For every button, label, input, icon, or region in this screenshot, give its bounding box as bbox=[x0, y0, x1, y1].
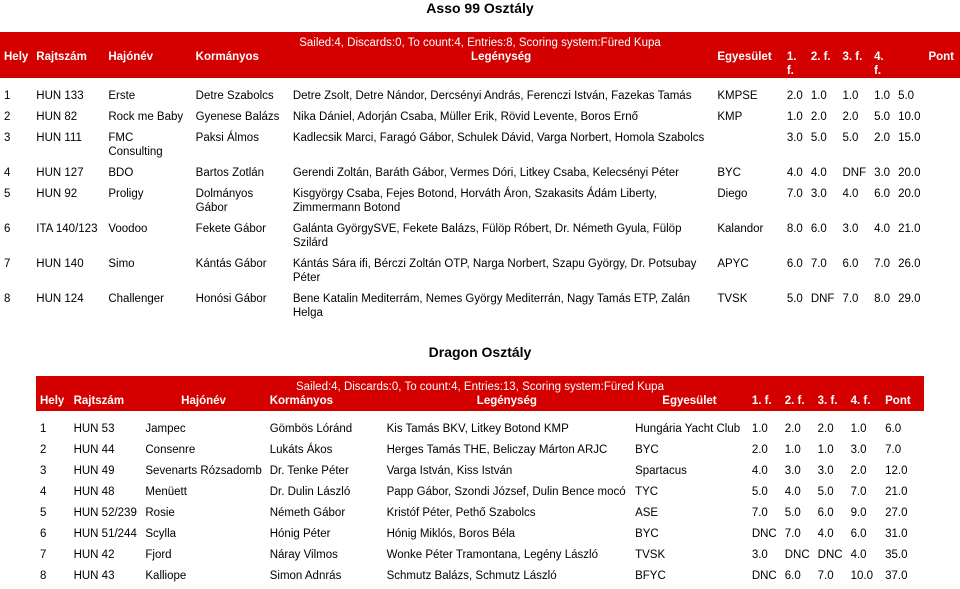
race3-cell: 5.0 bbox=[842, 132, 859, 144]
race1-cell: 6.0 bbox=[786, 258, 803, 270]
place-cell: 8 bbox=[40, 570, 47, 582]
points-cell: 27.0 bbox=[885, 507, 908, 519]
table-row bbox=[0, 220, 960, 255]
club-cell: BYC bbox=[635, 528, 659, 540]
race4-cell: 7.0 bbox=[850, 486, 867, 498]
points-cell: 21.0 bbox=[898, 223, 921, 235]
place-cell: 1 bbox=[4, 90, 11, 102]
boat-name-cell: Proligy bbox=[108, 188, 144, 200]
race3-cell: 4.0 bbox=[842, 188, 859, 200]
race3-cell: DNC bbox=[817, 549, 843, 561]
race2-cell: 3.0 bbox=[784, 465, 801, 477]
sail-number-cell: HUN 92 bbox=[36, 188, 78, 200]
helmsman-cell: Honósi Gábor bbox=[195, 293, 267, 305]
race3-cell: 1.0 bbox=[842, 90, 859, 102]
results-body bbox=[36, 420, 924, 588]
boat-name-cell: Erste bbox=[108, 90, 136, 102]
crew-cell: Kadlecsik Marci, Faragó Gábor, Schulek Dávid, Varga Norbert, Homola Szabolcs bbox=[292, 132, 705, 144]
col-header-race3: 3. f. bbox=[814, 394, 847, 411]
club-cell: BYC bbox=[717, 167, 741, 179]
race1-cell: 3.0 bbox=[786, 132, 803, 144]
race1-cell: 3.0 bbox=[751, 549, 768, 561]
race2-cell: 7.0 bbox=[810, 258, 827, 270]
helmsman-cell: Simon Adnrás bbox=[269, 570, 342, 582]
race1-cell: 5.0 bbox=[786, 293, 803, 305]
results-body bbox=[0, 87, 960, 325]
col-header-hajonev: Hajónév bbox=[104, 50, 191, 78]
place-cell: 3 bbox=[40, 465, 47, 477]
boat-name-cell: Rosie bbox=[145, 507, 175, 519]
race3-cell: 2.0 bbox=[842, 111, 859, 123]
col-header-egyesulet: Egyesület bbox=[631, 394, 748, 411]
sail-number-cell: HUN 133 bbox=[36, 90, 84, 102]
crew-cell: Herges Tamás THE, Beliczay Márton ARJC bbox=[386, 444, 608, 456]
crew-cell: Kristóf Péter, Pethő Szabolcs bbox=[386, 507, 536, 519]
table-row bbox=[0, 108, 960, 129]
helmsman-cell: Bartos Zotlán bbox=[195, 167, 265, 179]
race1-cell: 7.0 bbox=[751, 507, 768, 519]
sail-number-cell: HUN 52/239 bbox=[73, 507, 137, 519]
sail-number-cell: HUN 124 bbox=[36, 293, 84, 305]
col-header-hely: Hely bbox=[0, 50, 32, 78]
club-cell: Hungária Yacht Club bbox=[635, 423, 741, 435]
club-cell: KMP bbox=[717, 111, 743, 123]
crew-cell: Galánta GyörgySVE, Fekete Balázs, Fülöp Róbert, Dr. Németh Gyula, Fülöp Szilárd bbox=[292, 223, 682, 249]
club-cell: KMPSE bbox=[717, 90, 758, 102]
race2-cell: 7.0 bbox=[784, 528, 801, 540]
race2-cell: 6.0 bbox=[784, 570, 801, 582]
race2-cell: 1.0 bbox=[810, 90, 827, 102]
boat-name-cell: Kalliope bbox=[145, 570, 187, 582]
club-cell: TYC bbox=[635, 486, 659, 498]
place-cell: 4 bbox=[40, 486, 47, 498]
crew-cell: Wonke Péter Tramontana, Legény László bbox=[386, 549, 598, 561]
race1-cell: 7.0 bbox=[786, 188, 803, 200]
race1-cell: 1.0 bbox=[751, 423, 768, 435]
table-row bbox=[36, 483, 924, 504]
sail-number-cell: HUN 48 bbox=[73, 486, 115, 498]
race3-cell: 4.0 bbox=[817, 528, 834, 540]
place-cell: 6 bbox=[40, 528, 47, 540]
crew-cell: Gerendi Zoltán, Baráth Gábor, Vermes Dóri, Litkey Csaba, Kelecsényi Péter bbox=[292, 167, 679, 179]
race4-cell: 5.0 bbox=[874, 111, 891, 123]
class-title: Asso 99 Osztály bbox=[426, 0, 534, 16]
table-row bbox=[0, 87, 960, 108]
race4-cell: 3.0 bbox=[850, 444, 867, 456]
points-cell: 12.0 bbox=[885, 465, 908, 477]
race3-cell: 3.0 bbox=[817, 465, 834, 477]
race2-cell: DNF bbox=[810, 293, 835, 305]
race3-cell: 7.0 bbox=[817, 570, 834, 582]
club-cell: Kalandor bbox=[717, 223, 764, 235]
col-header-race2: 2. f. bbox=[807, 50, 839, 78]
class-title: Dragon Osztály bbox=[428, 344, 532, 360]
race3-cell: DNF bbox=[842, 167, 867, 179]
col-header-egyesulet: Egyesület bbox=[713, 50, 782, 78]
table-row bbox=[36, 567, 924, 588]
table-row bbox=[36, 525, 924, 546]
race1-cell: 4.0 bbox=[751, 465, 768, 477]
col-header-race1: 1. f. bbox=[748, 394, 781, 411]
boat-name-cell: Simo bbox=[108, 258, 135, 270]
race2-cell: 5.0 bbox=[810, 132, 827, 144]
place-cell: 2 bbox=[4, 111, 11, 123]
boat-name-cell: BDO bbox=[108, 167, 134, 179]
race2-cell: 4.0 bbox=[810, 167, 827, 179]
sail-number-cell: HUN 44 bbox=[73, 444, 115, 456]
race4-cell: 3.0 bbox=[874, 167, 891, 179]
race3-cell: 1.0 bbox=[817, 444, 834, 456]
header-row bbox=[0, 50, 960, 78]
table-row bbox=[0, 255, 960, 290]
race1-cell: DNC bbox=[751, 528, 777, 540]
sail-number-cell: HUN 49 bbox=[73, 465, 115, 477]
race3-cell: 5.0 bbox=[817, 486, 834, 498]
crew-cell: Schmutz Balázs, Schmutz László bbox=[386, 570, 557, 582]
col-header-race3: 3. f. bbox=[838, 50, 870, 78]
sail-number-cell: HUN 140 bbox=[36, 258, 84, 270]
place-cell: 3 bbox=[4, 132, 11, 144]
helmsman-cell: Németh Gábor bbox=[269, 507, 346, 519]
points-cell: 5.0 bbox=[898, 90, 915, 102]
helmsman-cell: Gyenese Balázs bbox=[195, 111, 280, 123]
place-cell: 5 bbox=[40, 507, 47, 519]
race2-cell: 1.0 bbox=[784, 444, 801, 456]
race4-cell: 2.0 bbox=[874, 132, 891, 144]
boat-name-cell: Rock me Baby bbox=[108, 111, 184, 123]
race1-cell: 2.0 bbox=[751, 444, 768, 456]
helmsman-cell: Kántás Gábor bbox=[195, 258, 267, 270]
club-cell: ASE bbox=[635, 507, 659, 519]
scoring-summary: Sailed:4, Discards:0, To count:4, Entries:8, Scoring system:Füred Kupa bbox=[0, 32, 960, 50]
race2-cell: DNC bbox=[784, 549, 810, 561]
helmsman-cell: Lukáts Ákos bbox=[269, 444, 333, 456]
points-cell: 7.0 bbox=[885, 444, 902, 456]
col-header-hely: Hely bbox=[36, 394, 70, 411]
sail-number-cell: HUN 111 bbox=[36, 132, 82, 144]
race4-cell: 1.0 bbox=[874, 90, 891, 102]
boat-name-cell: Jampec bbox=[145, 423, 186, 435]
points-cell: 37.0 bbox=[885, 570, 908, 582]
points-cell: 26.0 bbox=[898, 258, 921, 270]
col-header-hajonev: Hajónév bbox=[141, 394, 265, 411]
club-cell: TVSK bbox=[635, 549, 666, 561]
results-table-dragon bbox=[36, 376, 924, 588]
crew-cell: Detre Zsolt, Detre Nándor, Dercsényi András, Ferenczi István, Fazekas Tamás bbox=[292, 90, 692, 102]
crew-cell: Varga István, Kiss István bbox=[386, 465, 513, 477]
race4-cell: 6.0 bbox=[874, 188, 891, 200]
points-cell: 31.0 bbox=[885, 528, 908, 540]
col-header-kormanyos: Kormányos bbox=[192, 50, 289, 78]
race1-cell: 8.0 bbox=[786, 223, 803, 235]
helmsman-cell: Fekete Gábor bbox=[195, 223, 266, 235]
sail-number-cell: HUN 42 bbox=[73, 549, 115, 561]
place-cell: 7 bbox=[40, 549, 47, 561]
col-header-pont: Pont bbox=[894, 50, 960, 78]
club-cell: BFYC bbox=[635, 570, 666, 582]
col-header-legenyseg: Legénység bbox=[383, 394, 632, 411]
boat-name-cell: FMC Consulting bbox=[108, 132, 163, 158]
club-cell: APYC bbox=[717, 258, 749, 270]
race4-cell: 2.0 bbox=[850, 465, 867, 477]
boat-name-cell: Sevenarts Rózsadomb bbox=[145, 465, 262, 477]
helmsman-cell: Paksi Álmos bbox=[195, 132, 259, 144]
points-cell: 15.0 bbox=[898, 132, 921, 144]
race1-cell: 2.0 bbox=[786, 90, 803, 102]
crew-cell: Kántás Sára ifi, Bérczi Zoltán OTP, Narga Norbert, Szapu György, Dr. Potsubay Péter bbox=[292, 258, 697, 284]
crew-cell: Bene Katalin Mediterrám, Nemes György Mediterrán, Nagy Tamás ETP, Zalán Helga bbox=[292, 293, 690, 319]
table-row bbox=[0, 129, 960, 164]
club-cell: BYC bbox=[635, 444, 659, 456]
col-header-kormanyos: Kormányos bbox=[266, 394, 383, 411]
col-header-rajtszam: Rajtszám bbox=[70, 394, 142, 411]
race1-cell: 1.0 bbox=[786, 111, 803, 123]
helmsman-cell: Dr. Tenke Péter bbox=[269, 465, 349, 477]
points-cell: 20.0 bbox=[898, 188, 921, 200]
crew-cell: Nika Dániel, Adorján Csaba, Müller Erik, Rövid Levente, Boros Ernő bbox=[292, 111, 639, 123]
helmsman-cell: Hónig Péter bbox=[269, 528, 331, 540]
sail-number-cell: HUN 82 bbox=[36, 111, 78, 123]
table-row bbox=[0, 290, 960, 325]
helmsman-cell: Dr. Dulin László bbox=[269, 486, 351, 498]
race2-cell: 3.0 bbox=[810, 188, 827, 200]
scoring-summary: Sailed:4, Discards:0, To count:4, Entries:13, Scoring system:Füred Kupa bbox=[36, 376, 924, 394]
crew-cell: Kis Tamás BKV, Litkey Botond KMP bbox=[386, 423, 569, 435]
points-cell: 29.0 bbox=[898, 293, 921, 305]
crew-cell: Papp Gábor, Szondi József, Dulin Bence mocó bbox=[386, 486, 626, 498]
race3-cell: 3.0 bbox=[842, 223, 859, 235]
race4-cell: 4.0 bbox=[874, 223, 891, 235]
race4-cell: 6.0 bbox=[850, 528, 867, 540]
points-cell: 10.0 bbox=[898, 111, 921, 123]
place-cell: 4 bbox=[4, 167, 11, 179]
header-row bbox=[36, 394, 924, 411]
place-cell: 2 bbox=[40, 444, 47, 456]
club-cell: TVSK bbox=[717, 293, 748, 305]
race3-cell: 7.0 bbox=[842, 293, 859, 305]
sail-number-cell: HUN 51/244 bbox=[73, 528, 137, 540]
col-header-race1: 1. f. bbox=[783, 50, 807, 78]
place-cell: 7 bbox=[4, 258, 11, 270]
col-header-legenyseg: Legénység bbox=[289, 50, 713, 78]
race4-cell: 10.0 bbox=[850, 570, 873, 582]
table-row bbox=[36, 420, 924, 441]
points-cell: 20.0 bbox=[898, 167, 921, 179]
race2-cell: 6.0 bbox=[810, 223, 827, 235]
crew-cell: Kisgyörgy Csaba, Fejes Botond, Horváth Áron, Szakasits Ádám Liberty, Zimmermann Botond bbox=[292, 188, 657, 214]
place-cell: 6 bbox=[4, 223, 11, 235]
race1-cell: 5.0 bbox=[751, 486, 768, 498]
race2-cell: 2.0 bbox=[810, 111, 827, 123]
club-cell: Diego bbox=[717, 188, 748, 200]
helmsman-cell: Náray Vilmos bbox=[269, 549, 338, 561]
helmsman-cell: Gömbös Lóránd bbox=[269, 423, 353, 435]
table-row bbox=[0, 185, 960, 220]
col-header-race2: 2. f. bbox=[781, 394, 814, 411]
race4-cell: 7.0 bbox=[874, 258, 891, 270]
race1-cell: DNC bbox=[751, 570, 777, 582]
crew-cell: Hónig Miklós, Boros Béla bbox=[386, 528, 516, 540]
race2-cell: 2.0 bbox=[784, 423, 801, 435]
table-row bbox=[0, 164, 960, 185]
race2-cell: 5.0 bbox=[784, 507, 801, 519]
table-row bbox=[36, 504, 924, 525]
results-table-asso99 bbox=[0, 32, 960, 325]
table-row bbox=[36, 441, 924, 462]
boat-name-cell: Menüett bbox=[145, 486, 187, 498]
sail-number-cell: HUN 127 bbox=[36, 167, 84, 179]
race3-cell: 6.0 bbox=[842, 258, 859, 270]
boat-name-cell: Scylla bbox=[145, 528, 177, 540]
helmsman-cell: Detre Szabolcs bbox=[195, 90, 274, 102]
race4-cell: 4.0 bbox=[850, 549, 867, 561]
race4-cell: 8.0 bbox=[874, 293, 891, 305]
race2-cell: 4.0 bbox=[784, 486, 801, 498]
col-header-rajtszam: Rajtszám bbox=[32, 50, 104, 78]
col-header-pont: Pont bbox=[881, 394, 924, 411]
col-header-race4: 4. f. bbox=[870, 50, 894, 78]
points-cell: 35.0 bbox=[885, 549, 908, 561]
race1-cell: 4.0 bbox=[786, 167, 803, 179]
helmsman-cell: Dolmányos Gábor bbox=[195, 188, 254, 214]
race4-cell: 9.0 bbox=[850, 507, 867, 519]
place-cell: 5 bbox=[4, 188, 11, 200]
sail-number-cell: HUN 53 bbox=[73, 423, 115, 435]
boat-name-cell: Fjord bbox=[145, 549, 172, 561]
race3-cell: 6.0 bbox=[817, 507, 834, 519]
boat-name-cell: Voodoo bbox=[108, 223, 148, 235]
place-cell: 8 bbox=[4, 293, 11, 305]
sail-number-cell: HUN 43 bbox=[73, 570, 115, 582]
race4-cell: 1.0 bbox=[850, 423, 867, 435]
table-row bbox=[36, 462, 924, 483]
club-cell bbox=[713, 129, 782, 164]
boat-name-cell: Consenre bbox=[145, 444, 196, 456]
club-cell: Spartacus bbox=[635, 465, 687, 477]
points-cell: 6.0 bbox=[885, 423, 902, 435]
boat-name-cell: Challenger bbox=[108, 293, 164, 305]
table-row bbox=[36, 546, 924, 567]
col-header-race4: 4. f. bbox=[847, 394, 882, 411]
sail-number-cell: ITA 140/123 bbox=[36, 223, 98, 235]
points-cell: 21.0 bbox=[885, 486, 908, 498]
race3-cell: 2.0 bbox=[817, 423, 834, 435]
place-cell: 1 bbox=[40, 423, 47, 435]
